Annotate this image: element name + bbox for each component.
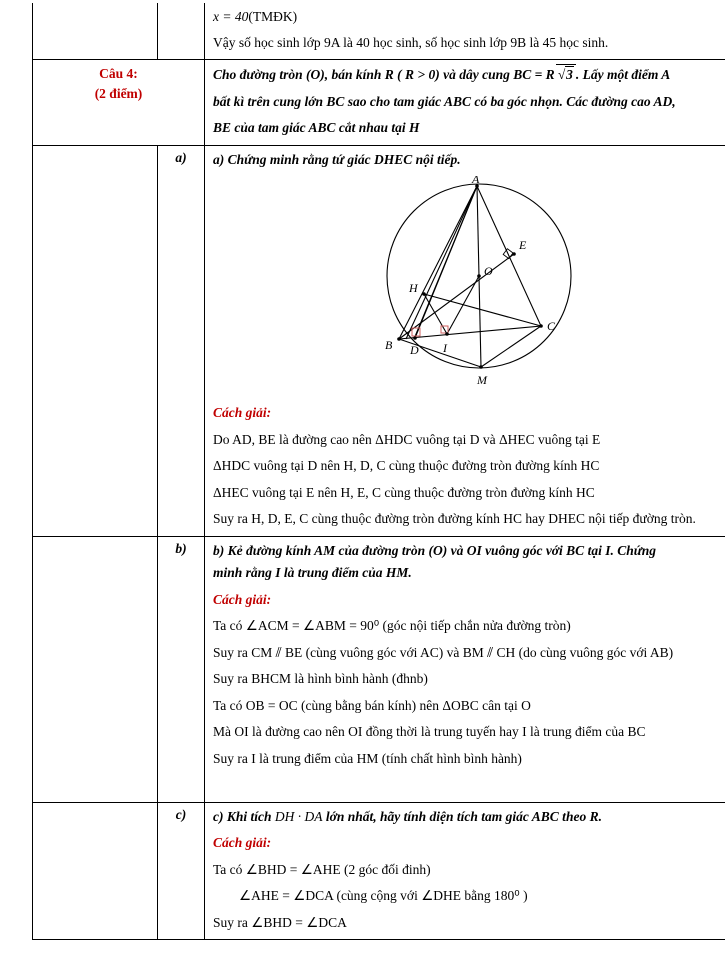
figure-label-O: O [484, 264, 493, 278]
question-points: (2 điểm) [41, 84, 196, 104]
question-label-cell [33, 60, 205, 146]
solution-line: Suy ra CM ⫽ BE (cùng vuông góc với AC) và BM ⫽ CH (do cùng vuông góc với AB) [213, 643, 725, 664]
figure-label-E: E [518, 238, 527, 252]
part-b-content [205, 536, 725, 802]
table-row [33, 60, 725, 146]
solution-line: Suy ra ∠BHD = ∠DCA [213, 913, 725, 934]
part-key-c: c) [158, 802, 205, 940]
figure-label-I: I [442, 341, 448, 355]
geometry-figure [213, 176, 725, 395]
table-row [33, 145, 725, 536]
part-b-title-line1: b) Kẻ đường kính AM của đường tròn (O) và OI vuông góc với BC tại I. Chứng [213, 541, 725, 562]
statement-line-2: bất kì trên cung lớn BC sao cho tam giác ABC có ba góc nhọn. Các đường cao AD, [213, 92, 725, 113]
solution-table [32, 3, 725, 940]
part-a-content [205, 145, 725, 536]
conclusion-line: Vậy số học sinh lớp 9A là 40 học sinh, số học sinh lớp 9B là 45 học sinh. [213, 33, 725, 54]
part-b-title-line2: minh rằng I là trung điểm của HM. [213, 563, 725, 584]
solution-line: Suy ra BHCM là hình bình hành (đhnb) [213, 669, 725, 690]
solution-line: ΔHEC vuông tại E nên H, E, C cùng thuộc đường tròn đường kính HC [213, 483, 725, 504]
empty-sub-cell [158, 3, 205, 60]
table-row [33, 536, 725, 802]
statement-line-3: BE của tam giác ABC cắt nhau tại H [213, 118, 725, 139]
figure-label-M: M [476, 373, 488, 387]
figure-label-B: B [385, 338, 393, 352]
question-statement-cell [205, 60, 725, 146]
table-row [33, 3, 725, 60]
part-key-a: a) [158, 145, 205, 536]
part-c-title: c) Khi tích DH · DA lớn nhất, hãy tính diện tích tam giác ABC theo R. [213, 807, 725, 828]
empty-label-cell-c [33, 802, 158, 940]
empty-label-cell-a [33, 145, 158, 536]
equation-line: x = 40(TMĐK) [213, 7, 725, 28]
part-a-title: a) Chứng minh rằng tứ giác DHEC nội tiếp. [213, 150, 725, 171]
solution-line: Ta có ∠BHD = ∠AHE (2 góc đối đinh) [213, 860, 725, 881]
table-row [33, 802, 725, 940]
statement-line-1: Cho đường tròn (O), bán kính R ( R > 0) và dây cung BC = R √3 . Lấy một điểm A [213, 64, 725, 86]
figure-label-C: C [547, 319, 556, 333]
solution-label-c: Cách giải: [213, 833, 725, 854]
part-key-b: b) [158, 536, 205, 802]
figure-label-D: D [409, 343, 419, 357]
document-page [0, 3, 725, 965]
figure-label-A: A [471, 176, 480, 186]
solution-label-a: Cách giải: [213, 403, 725, 424]
empty-label-cell [33, 3, 158, 60]
solution-line: Suy ra H, D, E, C cùng thuộc đường tròn đường kính HC hay DHEC nội tiếp đường tròn. [213, 509, 725, 530]
solution-line: Do AD, BE là đường cao nên ΔHDC vuông tại D và ΔHEC vuông tại E [213, 430, 725, 451]
solution-line: ∠AHE = ∠DCA (cùng cộng với ∠DHE bằng 180⁰ ) [213, 886, 725, 907]
solution-label-b: Cách giải: [213, 590, 725, 611]
empty-label-cell-b [33, 536, 158, 802]
solution-line: ΔHDC vuông tại D nên H, D, C cùng thuộc đường tròn đường kính HC [213, 456, 725, 477]
solution-line: Mà OI là đường cao nên OI đồng thời là trung tuyến hay I là trung điểm của BC [213, 722, 725, 743]
continuation-cell [205, 3, 725, 60]
figure-label-H: H [408, 281, 419, 295]
question-number: Câu 4: [41, 64, 196, 84]
solution-line: Ta có OB = OC (cùng bằng bán kính) nên ΔOBC cân tại O [213, 696, 725, 717]
solution-line: Ta có ∠ACM = ∠ABM = 90⁰ (góc nội tiếp chắn nửa đường tròn) [213, 616, 725, 637]
solution-line: Suy ra I là trung điểm của HM (tính chất hình bình hành) [213, 749, 725, 770]
part-c-content [205, 802, 725, 940]
